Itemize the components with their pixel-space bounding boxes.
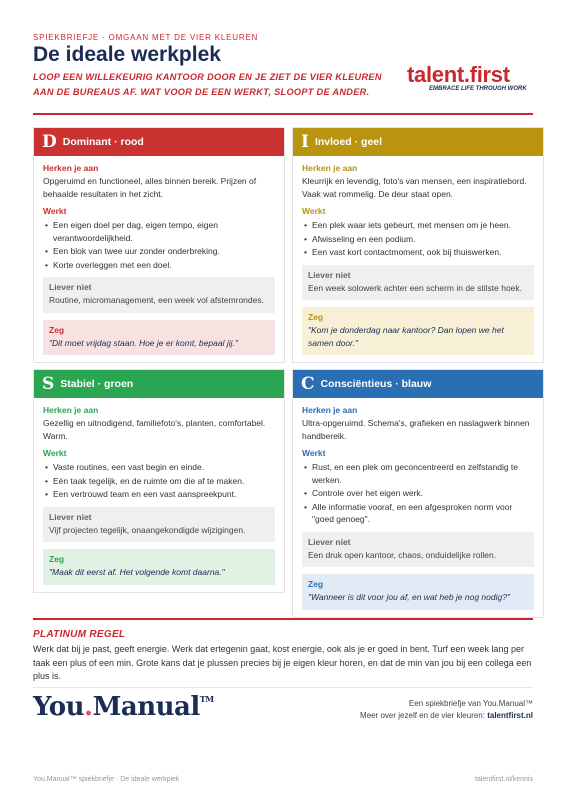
card-title: Stabiel · groen	[60, 378, 134, 390]
say-label: Zeg	[308, 579, 324, 589]
card-influence	[292, 127, 544, 363]
works-label: Werkt	[43, 206, 67, 216]
rather-not-label: Liever niet	[49, 511, 92, 522]
card-letter: I	[301, 132, 309, 152]
rather-not-text: Een druk open kantoor, chaos, onduidelijke rollen.	[308, 549, 497, 560]
rather-not-label: Liever niet	[308, 536, 351, 547]
list-item: • Vaste routines, een vast begin en einde.	[43, 461, 275, 474]
you-manual-logo	[33, 692, 214, 722]
list-item: • Eén taak tegelijk, en de ruimte om die af te maken.	[43, 475, 275, 488]
recognize-text: Ultra-opgeruimd. Schema's, grafieken en naslagwerk binnen handbereik.	[302, 418, 530, 441]
say-text: "Wanneer is dit voor jou af, en wat heb je nog nodig?"	[308, 592, 510, 602]
rather-not-text: Een week solowerk achter een scherm in de stilste hoek.	[308, 282, 523, 293]
card-header	[293, 370, 543, 398]
rather-not-box	[43, 507, 275, 543]
recognize-text: Kleurrijk en levendig, foto's van mensen, een inspiratiebord. Vaak wat rommelig. De deur staat open.	[302, 176, 527, 199]
footer-left: You.Manual™ spiekbriefje · De ideale werkplek	[33, 776, 180, 783]
say-text: "Dit moet vrijdag staan. Hoe je er komt, bepaal jij."	[49, 337, 238, 348]
works-label: Werkt	[302, 448, 326, 458]
card-title: Dominant · rood	[62, 136, 144, 148]
card-letter: S	[42, 374, 55, 394]
page-title: De ideale werkplek	[33, 43, 221, 66]
card-header	[34, 370, 284, 398]
card-letter: C	[301, 374, 315, 394]
works-label: Werkt	[302, 206, 326, 216]
say-text: "Maak dit eerst af. Het volgende komt daarna."	[49, 567, 225, 577]
rather-not-label: Liever niet	[49, 282, 92, 292]
list-item: • Een eigen doel per dag, eigen tempo, eigen verantwoordelijkheid.	[43, 219, 275, 244]
talent-first-logo	[407, 62, 527, 92]
say-label: Zeg	[49, 324, 65, 335]
list-item: • Controle over het eigen werk.	[302, 487, 534, 500]
platinum-title: PLATINUM REGEL	[33, 629, 126, 640]
rather-not-box	[43, 277, 275, 313]
rather-not-box	[302, 265, 534, 301]
brand-tm: TM	[199, 694, 214, 704]
list-item: • Afwisseling en een podium.	[302, 233, 534, 246]
header-divider	[33, 113, 533, 115]
list-item: • Een plek waar iets gebeurt, met mensen om je heen.	[302, 219, 534, 232]
credit-link[interactable]: talentfirst.nl	[487, 711, 533, 720]
logo-tagline: EMBRACE LIFE THROUGH WORK	[429, 86, 527, 92]
list-item: • Een vast kort contactmoment, ook bij thuiswerken.	[302, 246, 534, 259]
say-label: Zeg	[49, 554, 65, 564]
say-box	[302, 307, 534, 355]
list-item: • Een blok van twee uur zonder onderbreking.	[43, 245, 275, 258]
works-label: Werkt	[43, 448, 67, 458]
say-text: "Kom je donderdag naar kantoor? Dan lopen we het samen door."	[308, 325, 504, 348]
list-item: • Een vertrouwd team en een vast aanspreekpunt.	[43, 488, 275, 501]
card-title: Invloed · geel	[314, 136, 383, 148]
list-item: • Rust, en een plek om geconcentreerd en zelfstandig te werken.	[302, 461, 534, 486]
list-item: • Alle informatie vooraf, en een afgesproken norm voor "goed genoeg".	[302, 501, 534, 526]
brand-part-2: Manual	[92, 692, 200, 722]
footer-right[interactable]: talentfirst.nl/kennis	[475, 776, 533, 783]
credit-prefix: Meer over jezelf en de vier kleuren:	[360, 711, 485, 720]
brand-dot: .	[84, 692, 93, 722]
card-dominant	[33, 127, 285, 363]
card-steady	[33, 369, 285, 593]
card-header	[293, 128, 543, 156]
works-list	[43, 219, 275, 271]
rather-not-box	[302, 532, 534, 568]
works-list	[43, 461, 275, 501]
recognize-text: Gezellig en uitnodigend, familiefoto's, planten, comfortabel. Warm.	[43, 418, 266, 441]
credit-line-1: Een spiekbriefje van You.Manual™	[408, 699, 533, 708]
brand-part-1: You	[33, 692, 85, 722]
recognize-label: Herken je aan	[302, 163, 358, 173]
rather-not-label: Liever niet	[308, 269, 351, 280]
say-box	[43, 549, 275, 585]
rather-not-text: Vijf projecten tegelijk, onaangekondigde wijzigingen.	[49, 524, 246, 535]
recognize-text: Opgeruimd en functioneel, alles binnen bereik. Prijzen of behaalde resultaten in het zicht.	[43, 176, 257, 199]
works-list	[302, 461, 534, 526]
recognize-label: Herken je aan	[302, 405, 358, 415]
intro-text: LOOP EEN WILLEKEURIG KANTOOR DOOR EN JE ZIET DE VIER KLEUREN AAN DE BUREAUS AF. WAT VOOR DE EEN WERKT, SLOOPT DE ANDER.	[33, 72, 382, 97]
platinum-divider	[33, 618, 533, 620]
rather-not-text: Routine, micromanagement, een week vol afstemrondes.	[49, 295, 264, 305]
recognize-label: Herken je aan	[43, 163, 99, 173]
credit-block	[360, 698, 533, 722]
recognize-label: Herken je aan	[43, 405, 99, 415]
card-conscientious	[292, 369, 544, 618]
card-header	[34, 128, 284, 156]
card-letter: D	[42, 132, 57, 152]
list-item: • Korte overleggen met een doel.	[43, 259, 275, 272]
say-box	[302, 574, 534, 610]
credit-line-2	[360, 710, 533, 722]
kicker: SPIEKBRIEFJE · OMGAAN MET DE VIER KLEUREN	[33, 33, 259, 42]
works-list	[302, 219, 534, 259]
say-box	[43, 320, 275, 356]
card-title: Consciëntieus · blauw	[320, 378, 432, 390]
say-label: Zeg	[308, 312, 324, 322]
platinum-text: Werk dat bij je past, geeft energie. Werk dat ertegenin gaat, kost energie, ook als je er goed in bent. Turf een week lang per taak een plus of een min. Grote kans dat je plussen precies bij je eigen kleur horen, en dat de min van jou bij een collega een plus is.	[33, 644, 532, 681]
brand-divider	[33, 687, 533, 688]
logo-text: talent.first	[407, 62, 510, 87]
